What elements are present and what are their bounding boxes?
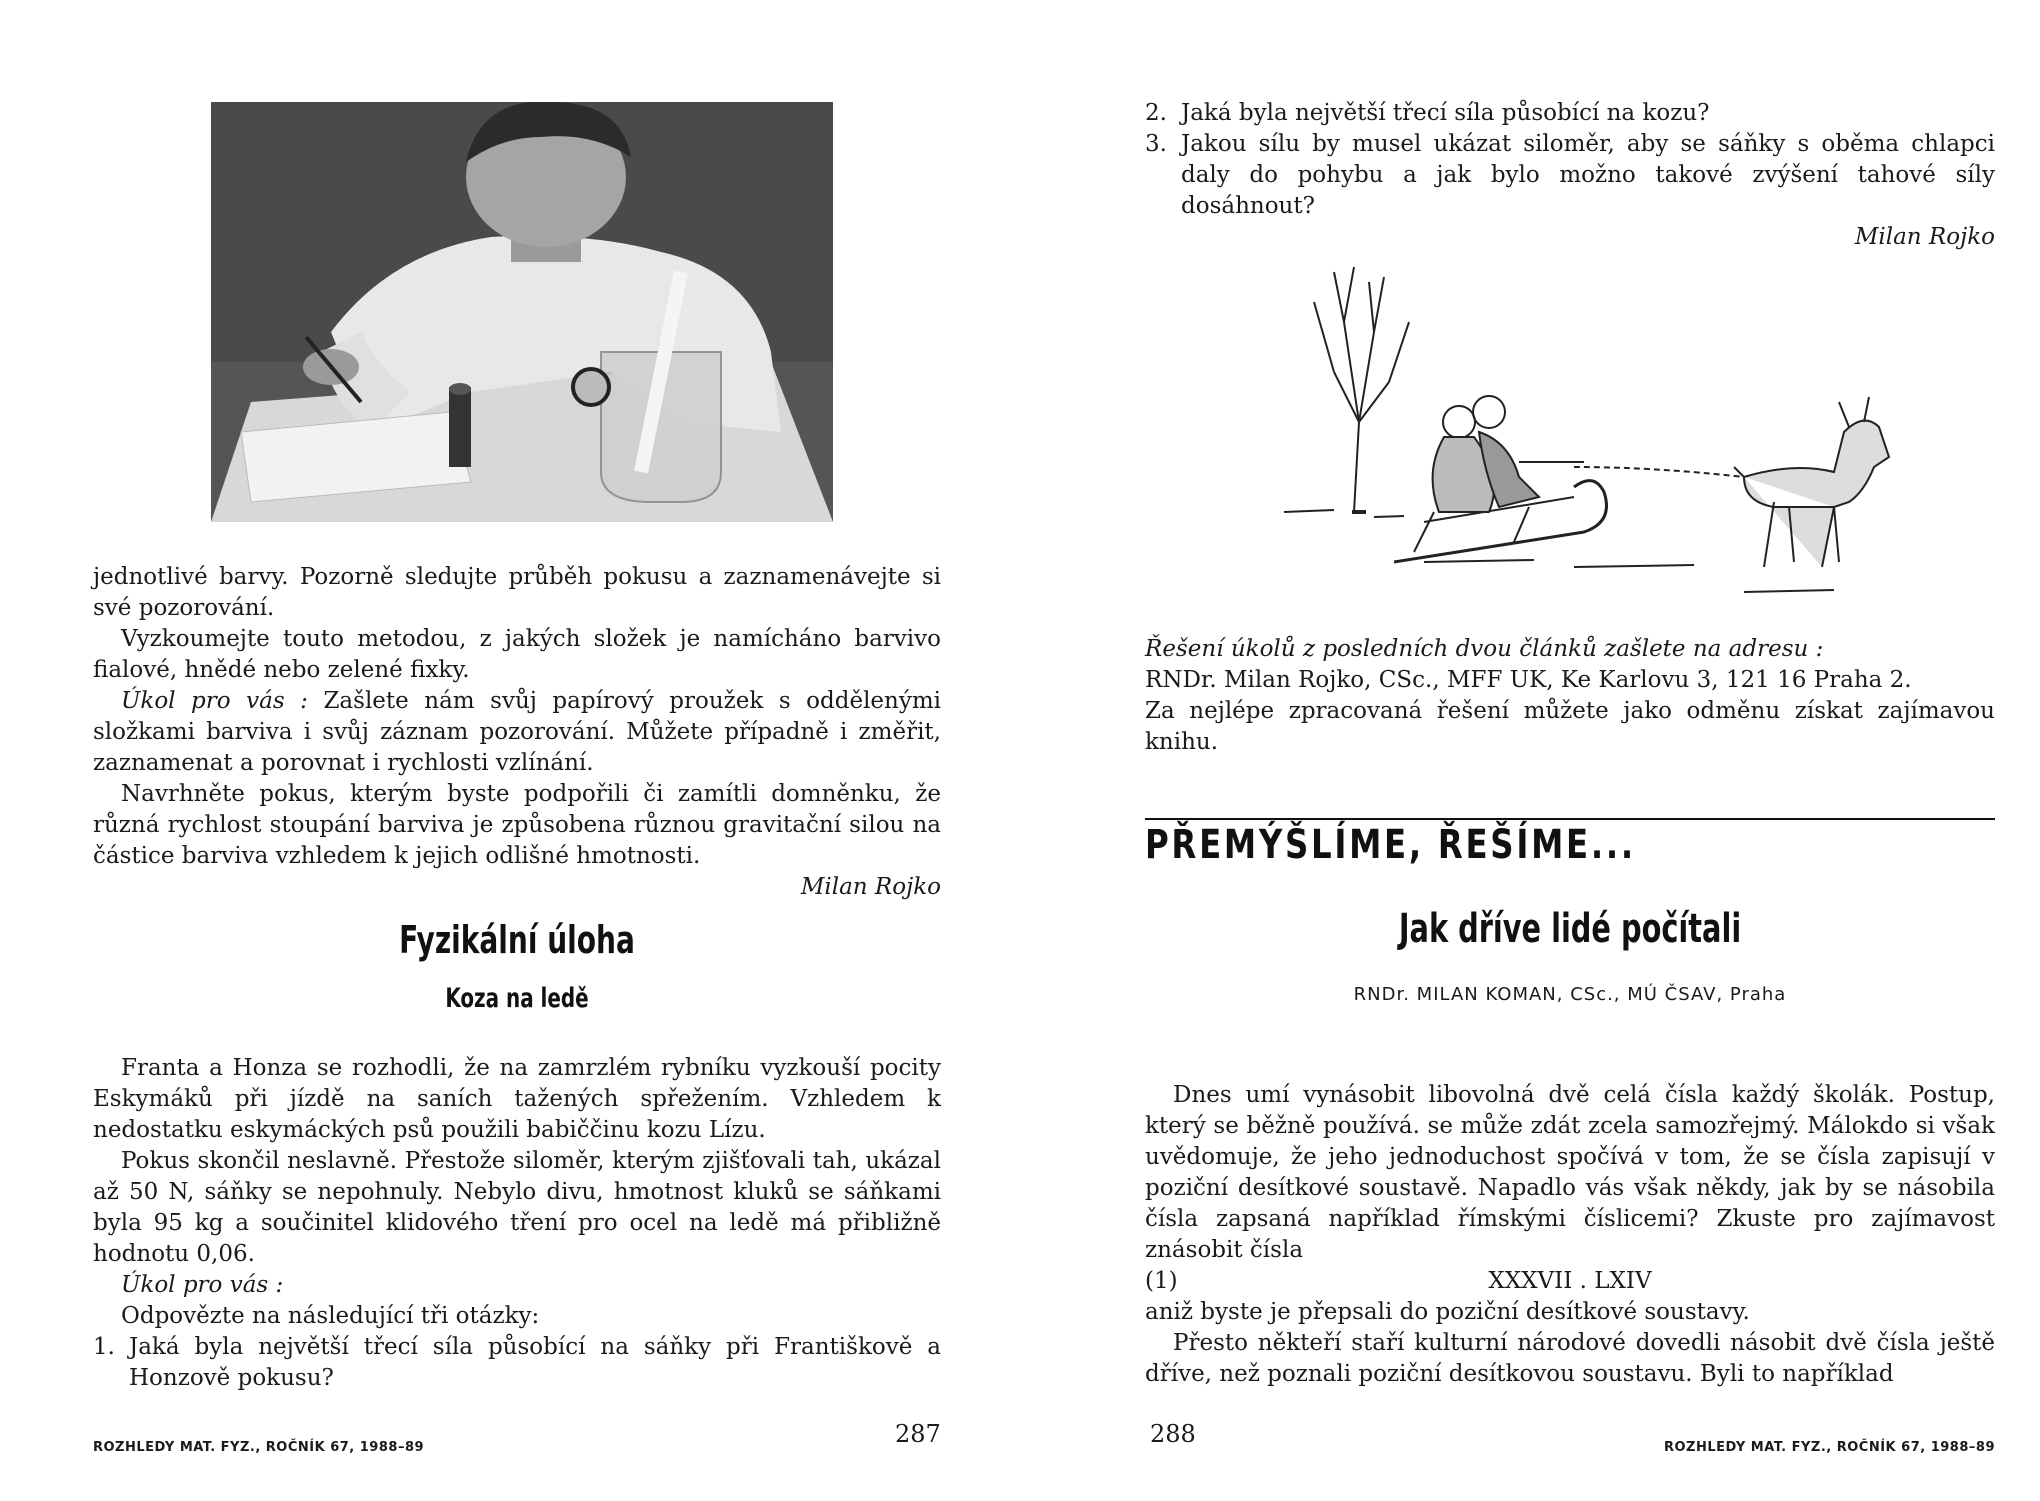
article-title: Jak dříve lidé počítali — [1398, 906, 1742, 952]
question-text: Jakou sílu by musel ukázat siloměr, aby se sáňky s oběma chlapci daly do pohybu a jak bylo možno takové zvýšení tahové síly dosáhnout? — [1181, 131, 1995, 219]
author-signature: Milan Rojko — [1854, 224, 1995, 250]
page-number: 288 — [1150, 1420, 1196, 1448]
section-title: PŘEMÝŠLÍME, ŘEŠÍME... — [1145, 822, 1636, 868]
paragraph: Za nejlépe zpracovaná řešení můžete jako odměnu získat zajímavou knihu. — [1145, 698, 1995, 755]
paragraph: Vyzkoumejte touto metodou, z jakých složek je namícháno barvivo fialové, hnědé nebo zelené fixky. — [93, 626, 941, 683]
photo-experiment — [211, 102, 833, 522]
paragraph: aniž byste je přepsali do poziční desítkové soustavy. — [1145, 1299, 1750, 1325]
problem-text — [93, 1053, 941, 1394]
section-subheading: Koza na ledě — [445, 983, 589, 1014]
equation-line — [1145, 1266, 1995, 1297]
equation: XXXVII . LXIV — [1488, 1268, 1652, 1294]
paragraph: Pokus skončil neslavně. Přestože siloměr, kterým zjišťovali tah, ukázal až 50 N, sáňky se nepohnuly. Nebylo divu, hmotnost kluků se sáňkami byla 95 kg a součinitel klidového tření pro ocel na ledě má přibližně hodnotu 0,06. — [93, 1148, 941, 1267]
section-divider — [1145, 818, 1995, 820]
author-signature: Milan Rojko — [800, 874, 941, 900]
running-footer: ROZHLEDY MAT. FYZ., ROČNÍK 67, 1988–89 — [1663, 1440, 1995, 1455]
paragraph: Dnes umí vynásobit libovolná dvě celá čísla každý školák. Postup, který se běžně používá. se může zdát zcela samozřejmý. Málokdo si však uvědomuje, že jeho jednoduchost spočívá v tom, že se čísla zapisují v poziční desítkové soustavě. Napadlo vás však někdy, jak by se násobila čísla zapsaná například římskými číslicemi? Zkuste pro zajímavost znásobit čísla — [1145, 1082, 1995, 1263]
author-line: RNDr. MILAN KOMAN, CSc., MÚ ČSAV, Praha — [1353, 984, 1787, 1005]
task-text: Zašlete nám svůj papírový proužek s oddělenými složkami barviva i svůj záznam pozorování. Můžete případně i změřit, zaznamenat a porovnat i rychlosti vzlínání. — [93, 688, 942, 776]
paragraph: Franta a Honza se rozhodli, že na zamrzlém rybníku vyzkouší pocity Eskymáků při jízdě na saních tažených spřežením. Vzhledem k nedostatku eskymáckých psů použili babiččinu kozu Lízu. — [93, 1055, 941, 1143]
question-text: Jaká byla největší třecí síla působící na kozu? — [1181, 100, 1710, 126]
paragraph: Odpovězte na následující tři otázky: — [121, 1303, 540, 1329]
list-number: 1. — [93, 1334, 115, 1360]
address: RNDr. Milan Rojko, CSc., MFF UK, Ke Karlovu 3, 121 16 Praha 2. — [1145, 667, 1912, 693]
running-footer: ROZHLEDY MAT. FYZ., ROČNÍK 67, 1988–89 — [93, 1440, 425, 1455]
article-body — [1145, 1080, 1995, 1390]
question-list — [93, 1332, 941, 1394]
solutions-block — [1145, 634, 1995, 758]
list-item — [1145, 129, 1995, 222]
question-text: Jaká byla největší třecí síla působící na sáňky při Františkově a Honzově pokusu? — [129, 1334, 941, 1391]
list-number: 3. — [1145, 131, 1167, 157]
section-heading: Fyzikální úloha — [399, 918, 635, 962]
article-continuation — [93, 562, 941, 903]
paragraph: jednotlivé barvy. Pozorně sledujte průběh pokusu a zaznamenávejte si své pozorování. — [93, 564, 941, 621]
list-number: 2. — [1145, 100, 1167, 126]
solutions-label: Řešení úkolů z posledních dvou článků zašlete na adresu : — [1145, 636, 1824, 662]
task-label: Úkol pro vás : — [121, 688, 308, 714]
question-continuation — [1145, 98, 1995, 253]
illustration-goat-sled — [1274, 262, 1894, 594]
page-number: 287 — [895, 1420, 941, 1448]
equation-label: (1) — [1145, 1268, 1178, 1294]
task-label: Úkol pro vás : — [121, 1272, 284, 1298]
question-list — [1145, 98, 1995, 222]
list-item — [93, 1332, 941, 1394]
list-item — [1145, 98, 1995, 129]
paragraph: Navrhněte pokus, kterým byste podpořili či zamítli domněnku, že různá rychlost stoupání barviva je způsobena různou gravitační silou na částice barviva vzhledem k jejich odlišné hmotnosti. — [93, 781, 941, 869]
paragraph — [93, 686, 941, 779]
paragraph: Přesto někteří staří kulturní národové dovedli násobit dvě čísla ještě dříve, než poznali poziční desítkovou soustavu. Byli to například — [1145, 1330, 1995, 1387]
